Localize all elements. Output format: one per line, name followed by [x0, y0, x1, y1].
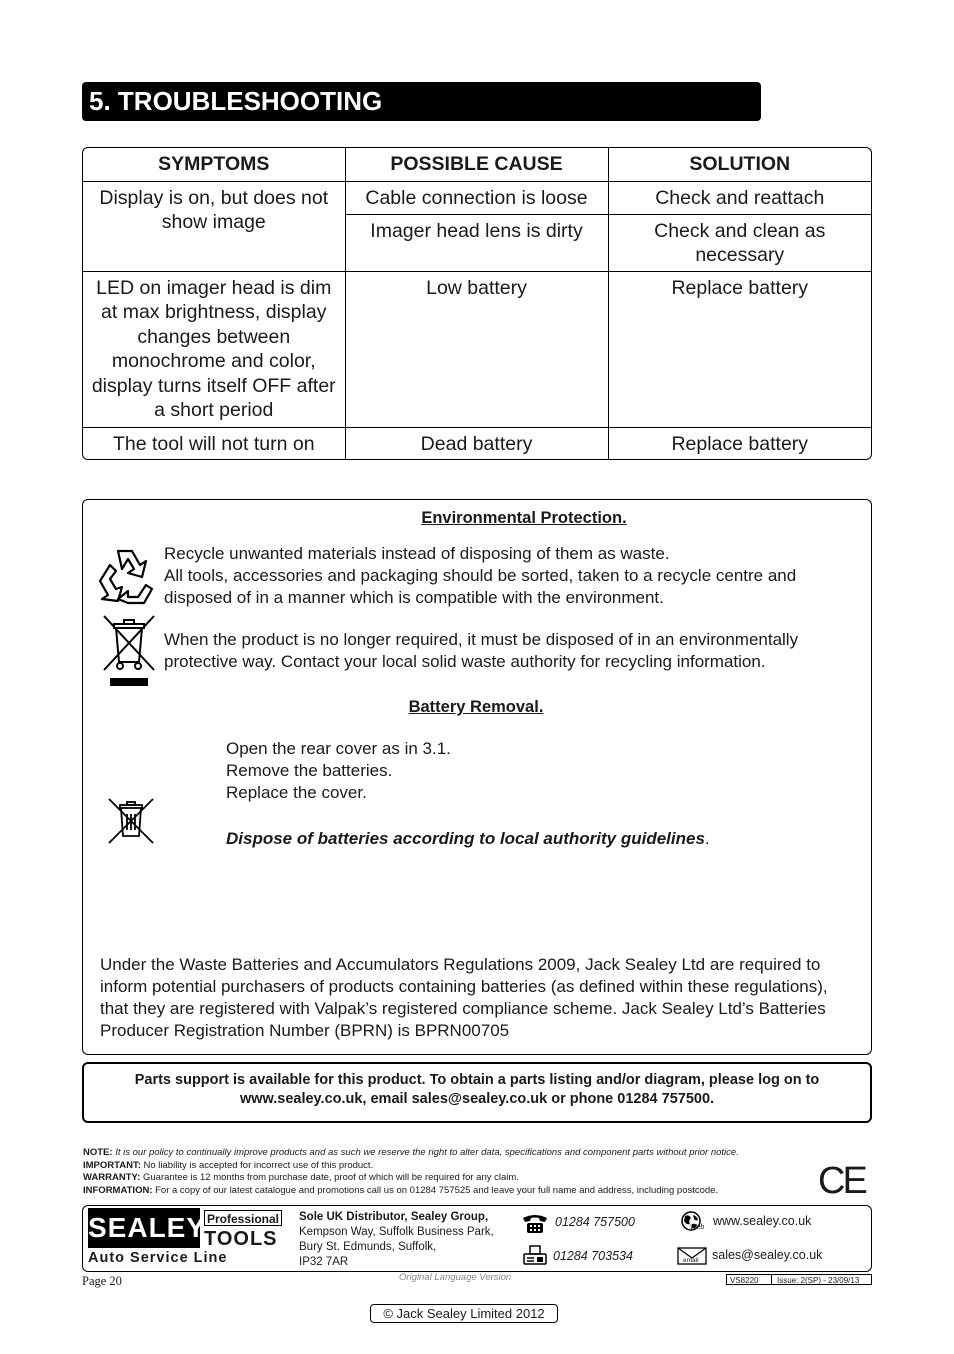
battery-step: Open the rear cover as in 3.1.	[226, 739, 451, 758]
battery-step: Remove the batteries.	[226, 761, 393, 780]
important-line	[83, 1160, 823, 1173]
header-symptoms: SYMPTOMS	[83, 148, 345, 181]
battery-step: Replace the cover.	[226, 783, 367, 802]
parts-support-line2: www.sealey.co.uk, email sales@sealey.co.uk or phone 01284 757500.	[239, 1091, 715, 1107]
solution-cell: Replace battery	[608, 271, 871, 427]
legal-notes	[83, 1147, 823, 1197]
sealey-logo: SEALEY	[88, 1208, 200, 1248]
symptom-cell: The tool will not turn on	[83, 427, 345, 460]
note-label: NOTE:	[83, 1147, 113, 1158]
email-icon-label: email	[683, 1257, 699, 1264]
cause-cell: Imager head lens is dirty	[345, 214, 608, 271]
distributor-address: Kempson Way, Suffolk Business Park,	[299, 1226, 494, 1238]
battery-dispose-note	[226, 828, 710, 850]
cause-cell: Dead battery	[345, 427, 608, 460]
note-text: It is our policy to continually improve products and as such we reserve the right to alter data, specifications and component parts without prior notice.	[115, 1147, 739, 1158]
page-number: Page 20	[82, 1274, 122, 1288]
distributor-postcode: IP32 7AR	[299, 1256, 349, 1268]
issue-info: Issue: 2(SP) - 23/09/13	[777, 1276, 860, 1285]
distributor-address: Bury St. Edmunds, Suffolk,	[299, 1241, 437, 1253]
information-label: INFORMATION:	[83, 1184, 153, 1196]
information-text: For a copy of our latest catalogue and promotions call us on 01284 757525 and leave your full name and address, including postcode.	[155, 1184, 719, 1196]
recycle-icon	[92, 545, 158, 609]
symptom-cell: LED on imager head is dim at max brightness, display changes between monochrome and color, display turns itself OFF after a short period	[83, 271, 345, 427]
code-divider	[771, 1275, 772, 1284]
crossed-bin-icon	[100, 612, 158, 690]
section-title: 5. TROUBLESHOOTING	[82, 82, 761, 121]
phone-icon	[521, 1212, 549, 1234]
original-language-note: Original Language Version	[399, 1272, 512, 1283]
important-label: IMPORTANT:	[83, 1159, 141, 1171]
email-link[interactable]: sales@sealey.co.uk	[712, 1248, 823, 1262]
troubleshooting-table	[82, 147, 872, 460]
parts-support-box	[82, 1062, 872, 1123]
parts-support-line1: Parts support is available for this product. To obtain a parts listing and/or diagram, please log on to	[134, 1072, 820, 1088]
environmental-heading: Environmental Protection.	[421, 509, 627, 527]
website-link[interactable]: www.sealey.co.uk	[713, 1214, 812, 1228]
solution-cell: Replace battery	[608, 427, 871, 460]
symptom-cell: Display is on, but does not show image	[83, 181, 345, 271]
cause-cell: Cable connection is loose	[345, 181, 608, 214]
table-row	[83, 427, 871, 460]
battery-dispose-period: .	[704, 829, 710, 848]
disposal-text: When the product is no longer required, it must be disposed of in an environmentally protective way. Contact your local solid waste authority for recycling information.	[164, 630, 799, 671]
table-row	[83, 181, 871, 214]
warranty-text: Guarantee is 12 months from purchase date, proof of which will be required for any claim.	[142, 1172, 519, 1183]
important-text: No liability is accepted for incorrect use of this product.	[143, 1159, 374, 1171]
ce-mark: CE	[818, 1160, 865, 1202]
copyright-box: © Jack Sealey Limited 2012	[370, 1304, 558, 1323]
battery-dispose-emphasis: Dispose of batteries according to local authority guidelines	[226, 829, 705, 848]
recycle-text-line2: All tools, accessories and packaging should be sorted, taken to a recycle centre and disposed of in a manner which is compatible with the environment.	[164, 566, 797, 607]
distributor-info	[299, 1210, 494, 1270]
battery-bin-icon	[106, 796, 156, 846]
note-line	[83, 1147, 823, 1160]
web-icon-label: Web	[690, 1224, 705, 1231]
tools-label: TOOLS	[204, 1228, 278, 1250]
solution-cell: Check and reattach	[608, 181, 871, 214]
phone-number[interactable]: 01284 757500	[555, 1215, 635, 1229]
warranty-line	[83, 1172, 823, 1185]
auto-service-line: Auto Service Line	[88, 1250, 228, 1266]
solution-cell: Check and clean as necessary	[608, 214, 871, 271]
professional-label: Professional	[204, 1210, 282, 1226]
distributor-title: Sole UK Distributor, Sealey Group,	[299, 1211, 489, 1223]
recycle-text-line1: Recycle unwanted materials instead of disposing of them as waste.	[164, 544, 670, 563]
header-solution: SOLUTION	[608, 148, 871, 181]
header-possible-cause: POSSIBLE CAUSE	[345, 148, 608, 181]
document-code: VS8220	[730, 1276, 759, 1285]
regulation-text: Under the Waste Batteries and Accumulators Regulations 2009, Jack Sealey Ltd are required to inform potential purchasers of products containing batteries (as defined within these regulations), that they are registered with Valpak’s registered compliance scheme. Jack Sealey Ltd’s Batteries Producer Registration Number (BPRN) is BPRN00705	[100, 955, 828, 1040]
battery-removal-heading: Battery Removal.	[408, 698, 544, 716]
document-code-box	[726, 1274, 872, 1285]
fax-number[interactable]: 01284 703534	[553, 1249, 633, 1263]
table-row	[83, 271, 871, 427]
cause-cell: Low battery	[345, 271, 608, 427]
warranty-label: WARRANTY:	[83, 1172, 141, 1183]
information-line	[83, 1185, 823, 1198]
fax-icon	[522, 1244, 548, 1266]
